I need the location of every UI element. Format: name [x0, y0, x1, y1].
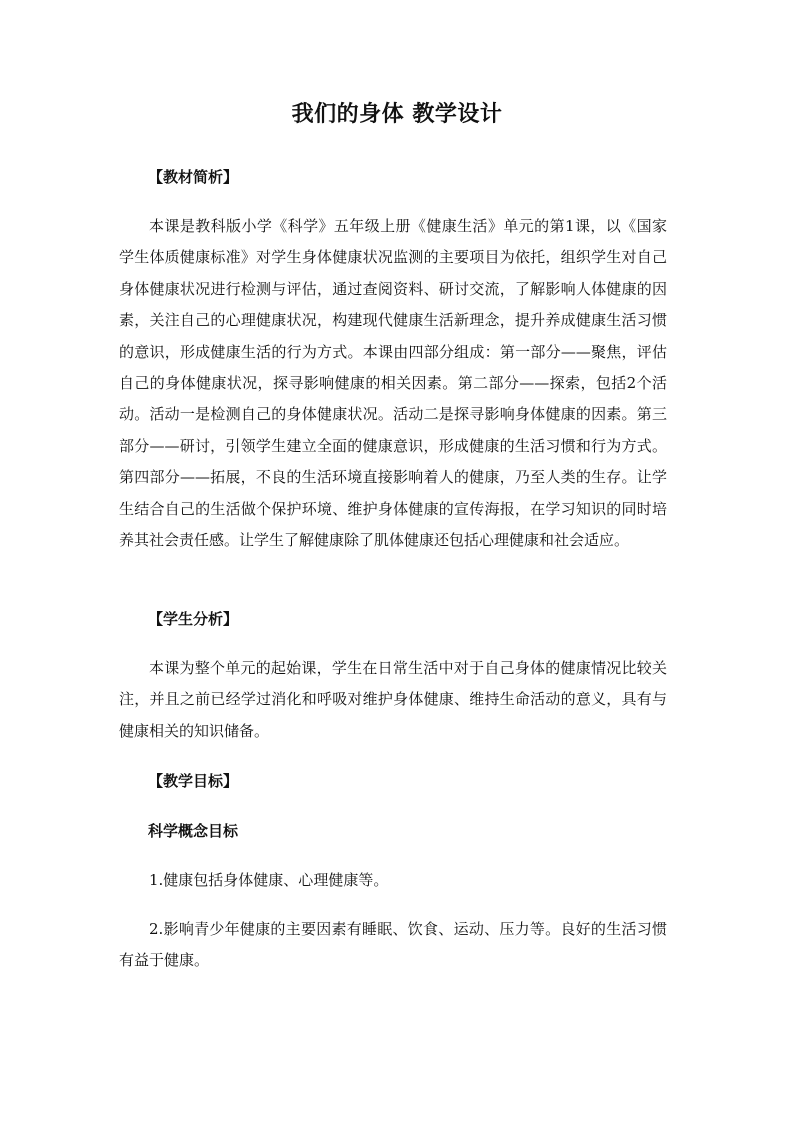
subheading-science-concept-goals: 科学概念目标: [148, 822, 239, 840]
section-paragraph-textbook-analysis: 本课是教科版小学《科学》五年级上册《健康生活》单元的第1课，以《国家学生体质健康标准》对学生身体健康状况监测的主要项目为依托，组织学生对自己身体健康状况进行检测与评估，通过查阅资料、研讨交流，了解影响人体健康的因素，关注自己的心理健康状况，构建现代健康生活新理念，提升养成健康生活习惯的意识，形成健康生活的行为方式。本课由四部分组成：第一部分——聚焦，评估自己的身体健康状况，探寻影响健康的相关因素。第二部分——探索，包括2个活动。活动一是检测自己的身体健康状况。活动二是探寻影响身体健康的因素。第三部分——研讨，引领学生建立全面的健康意识，形成健康的生活习惯和行为方式。第四部分——拓展，不良的生活环境直接影响着人的健康，乃至人类的生存。让学生结合自己的生活做个保护环境、维护身体健康的宣传海报，在学习知识的同时培养其社会责任感。让学生了解健康除了肌体健康还包括心理健康和社会适应。: [119, 217, 667, 550]
section-heading-textbook-analysis: 【教材简析】: [148, 168, 239, 186]
section-heading-teaching-goals: 【教学目标】: [148, 772, 239, 790]
goal-item-2: 2.影响青少年健康的主要因素有睡眠、饮食、运动、压力等。良好的生活习惯有益于健康。: [119, 920, 667, 970]
section-heading-student-analysis: 【学生分析】: [148, 610, 239, 628]
goal-item-1: 1.健康包括身体健康、心理健康等。: [149, 871, 389, 889]
section-paragraph-student-analysis: 本课为整个单元的起始课，学生在日常生活中对于自己身体的健康情况比较关注，并且之前已经学过消化和呼吸对维护身体健康、维持生命活动的意义，具有与健康相关的知识储备。: [119, 659, 667, 740]
document-title: 我们的身体 教学设计: [291, 101, 503, 127]
